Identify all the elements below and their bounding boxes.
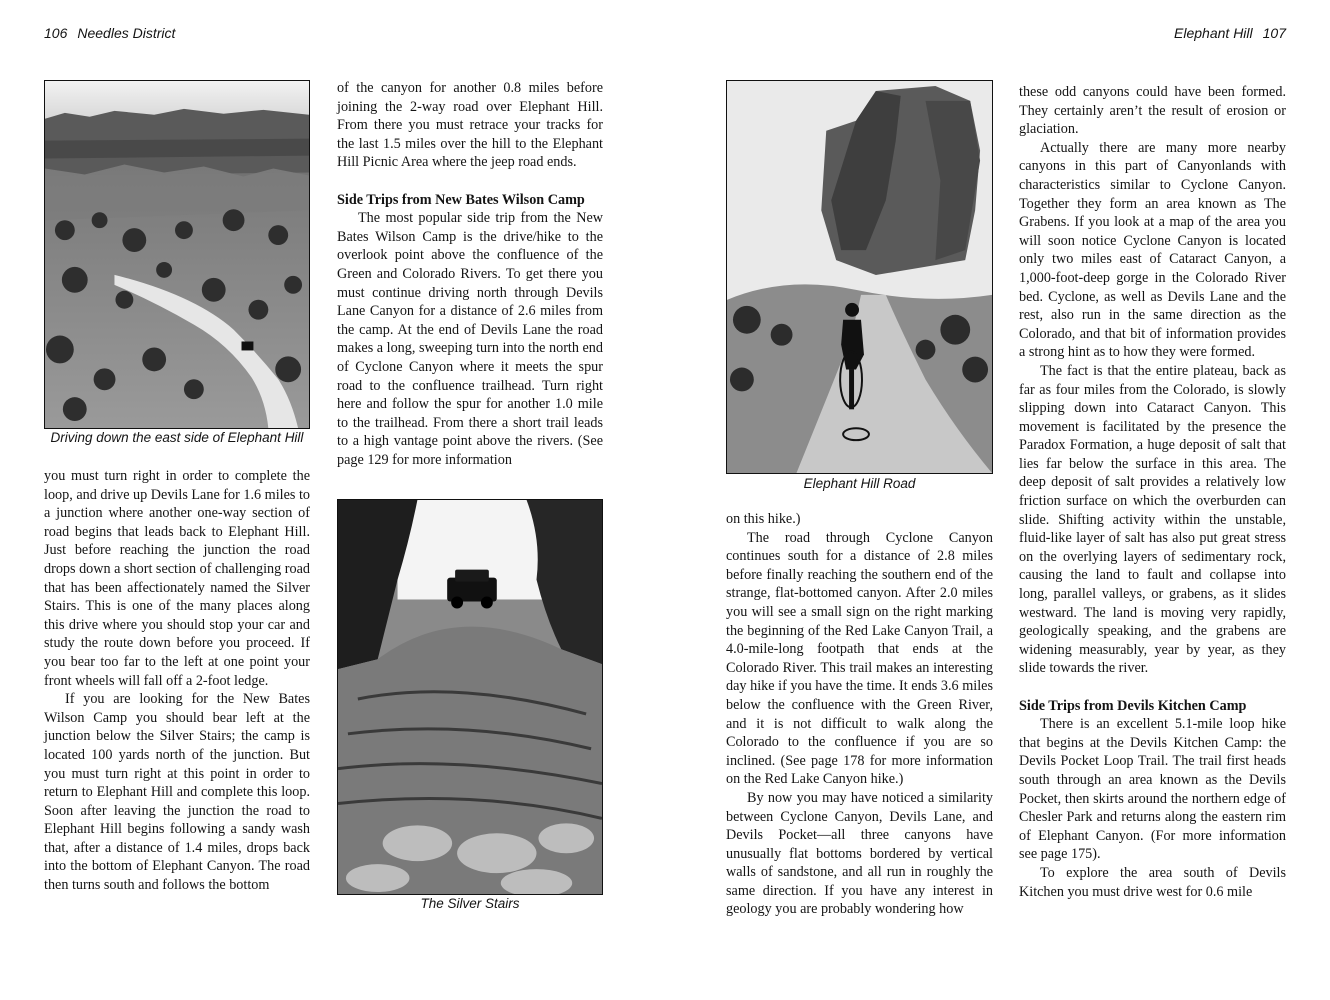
paragraph: these odd canyons could have been formed. They certainly aren’t the result of erosion or glaciation. bbox=[1019, 84, 1286, 138]
section-heading: Side Trips from Devils Kitchen Camp bbox=[1019, 697, 1247, 714]
photo-elephant-hill-road-caption: Elephant Hill Road bbox=[803, 476, 916, 491]
paragraph: on this hike.) bbox=[726, 511, 801, 527]
right-page-number: 107 bbox=[1262, 25, 1286, 41]
left-running-head bbox=[44, 25, 175, 41]
elephant-hill-road-image bbox=[727, 81, 992, 473]
paragraph: The most popular side trip from the New Bates Wilson Camp is the drive/hike to the overlook point above the confluence of the Green and Colorado Rivers. To get there you must continue driving north through Devils Lane Canyon for a distance of 2.6 miles from the camp. At the end of Devils Lane the road makes a long, sweeping turn into the north end of Cyclone Canyon where it meets the spur road to the confluence trailhead. Turn right here and follow the spur for another 1.0 mile to the trailhead. From there a short trail leads to a high vantage point above the rivers. (See page 129 for more information bbox=[337, 210, 603, 468]
section-heading: Side Trips from New Bates Wilson Camp bbox=[337, 191, 585, 208]
right-running-title: Elephant Hill bbox=[1174, 25, 1253, 41]
left-running-title: Needles District bbox=[77, 25, 176, 41]
paragraph: Actually there are many more nearby canyons in this part of Canyonlands with characteristics similar to Cyclone Canyon. Together they form an area known as The Grabens. If you look at a map of the area you will soon notice Cyclone Canyon is located only two miles east of Cataract Canyon, a 1,000-foot-deep gorge in the Colorado River bed. Cyclone, as well as Devils Lane and the rest, also run in the same direction as the Colorado, and that bit of information provides a strong hint as to how they were formed. bbox=[1019, 139, 1286, 361]
paragraph: The fact is that the entire plateau, back as far as four miles from the Colorado, is slowly slipping down into Cataract Canyon. This movement is facilitated by the presence the Paradox Formation, a huge deposit of salt that lies far below the surface in this area. The deep deposit of salt provides a relatively low friction surface on which the overburden can slide. Shifting activity within the unstable, fluid-like layer of salt has also put great stress on the overlying layers of sedimentary rock, causing the land to fault and collapse into long, parallel valleys, or grabens, as it slides westward. The land is moving very rapidly, geologically speaking, and the grabens are widening measurably, year by year, as they slide towards the river. bbox=[1019, 362, 1286, 677]
paragraph: If you are looking for the New Bates Wilson Camp you should bear left at the junction below the Silver Stairs; the camp is located 100 yards north of the junction. But you must turn right at this point in order to return to Elephant Hill and complete this loop. Soon after leaving the junction the road to Elephant Hill begins following a sandy wash that, after a distance of 1.4 miles, drops back into the bottom of Elephant Canyon. The road then turns south and follows the bottom bbox=[44, 691, 310, 894]
photo-silver-stairs bbox=[337, 499, 603, 895]
photo-silver-stairs-caption: The Silver Stairs bbox=[420, 896, 520, 911]
paragraph: By now you may have noticed a similarity between Cyclone Canyon, Devils Lane, and Devils Pocket—all three canyons have unusually flat bottoms bordered by vertical walls of sandstone, and all run in roughly the same direction. If you have any interest in geology you are probably wondering how bbox=[726, 789, 993, 918]
photo-elephant-hill-road bbox=[726, 80, 993, 474]
paragraph: The road through Cyclone Canyon continues south for a distance of 2.8 miles before finally reaching the southern end of the strange, flat-bottomed canyon. After 2.0 miles you will see a small sign on the right marking the beginning of the Red Lake Canyon Trail, a 4.0-mile-long footpath that ends at the Colorado River. This trail makes an interesting day hike if you have the time. It ends 3.6 miles below the confluence with the Green River, and it is not difficult to walk along the Colorado to the confluence if you are so inclined. (See page 178 for more information on the Red Lake Canyon hike.) bbox=[726, 529, 993, 788]
left-page-number: 106 bbox=[44, 25, 68, 41]
paragraph: To explore the area south of Devils Kitchen you must drive west for 0.6 mile bbox=[1019, 864, 1286, 900]
paragraph: There is an excellent 5.1-mile loop hike that begins at the Devils Kitchen Camp: the Devils Pocket Loop Trail. The trail first heads south through an area known as the Devils Pocket, then skirts around the northern edge of Chesler Park and returns along the eastern rim of Elephant Canyon. (For more information see page 175). bbox=[1019, 716, 1286, 863]
paragraph: of the canyon for another 0.8 miles before joining the 2-way road over Elephant Hill. From there you must retrace your tracks for the last 1.5 miles over the hill to the Elephant Hill Picnic Area where the jeep road ends. bbox=[337, 80, 603, 171]
paragraph: you must turn right in order to complete the loop, and drive up Devils Lane for 1.6 miles to a junction where another one-way section of road begins that leads back to Elephant Hill. Just before reaching the junction the road drops down a short section of challenging road that has been affectionately named the Silver Stairs. This is one of the many places along this drive where you should stop your car and study the route down before you proceed. If you bear too far to the left at one point your front wheels will fall off a 2-foot ledge. bbox=[44, 468, 310, 689]
photo-desert-road bbox=[44, 80, 310, 429]
desert-road-image bbox=[45, 81, 309, 428]
right-running-head bbox=[1174, 25, 1286, 41]
left-page-column-2 bbox=[337, 79, 603, 469]
silver-stairs-image bbox=[338, 500, 602, 894]
right-page-column-1 bbox=[726, 510, 993, 919]
left-page-column-1 bbox=[44, 467, 310, 895]
photo-desert-road-caption: Driving down the east side of Elephant Hill bbox=[50, 430, 304, 445]
right-page-column-2 bbox=[1019, 83, 1286, 901]
